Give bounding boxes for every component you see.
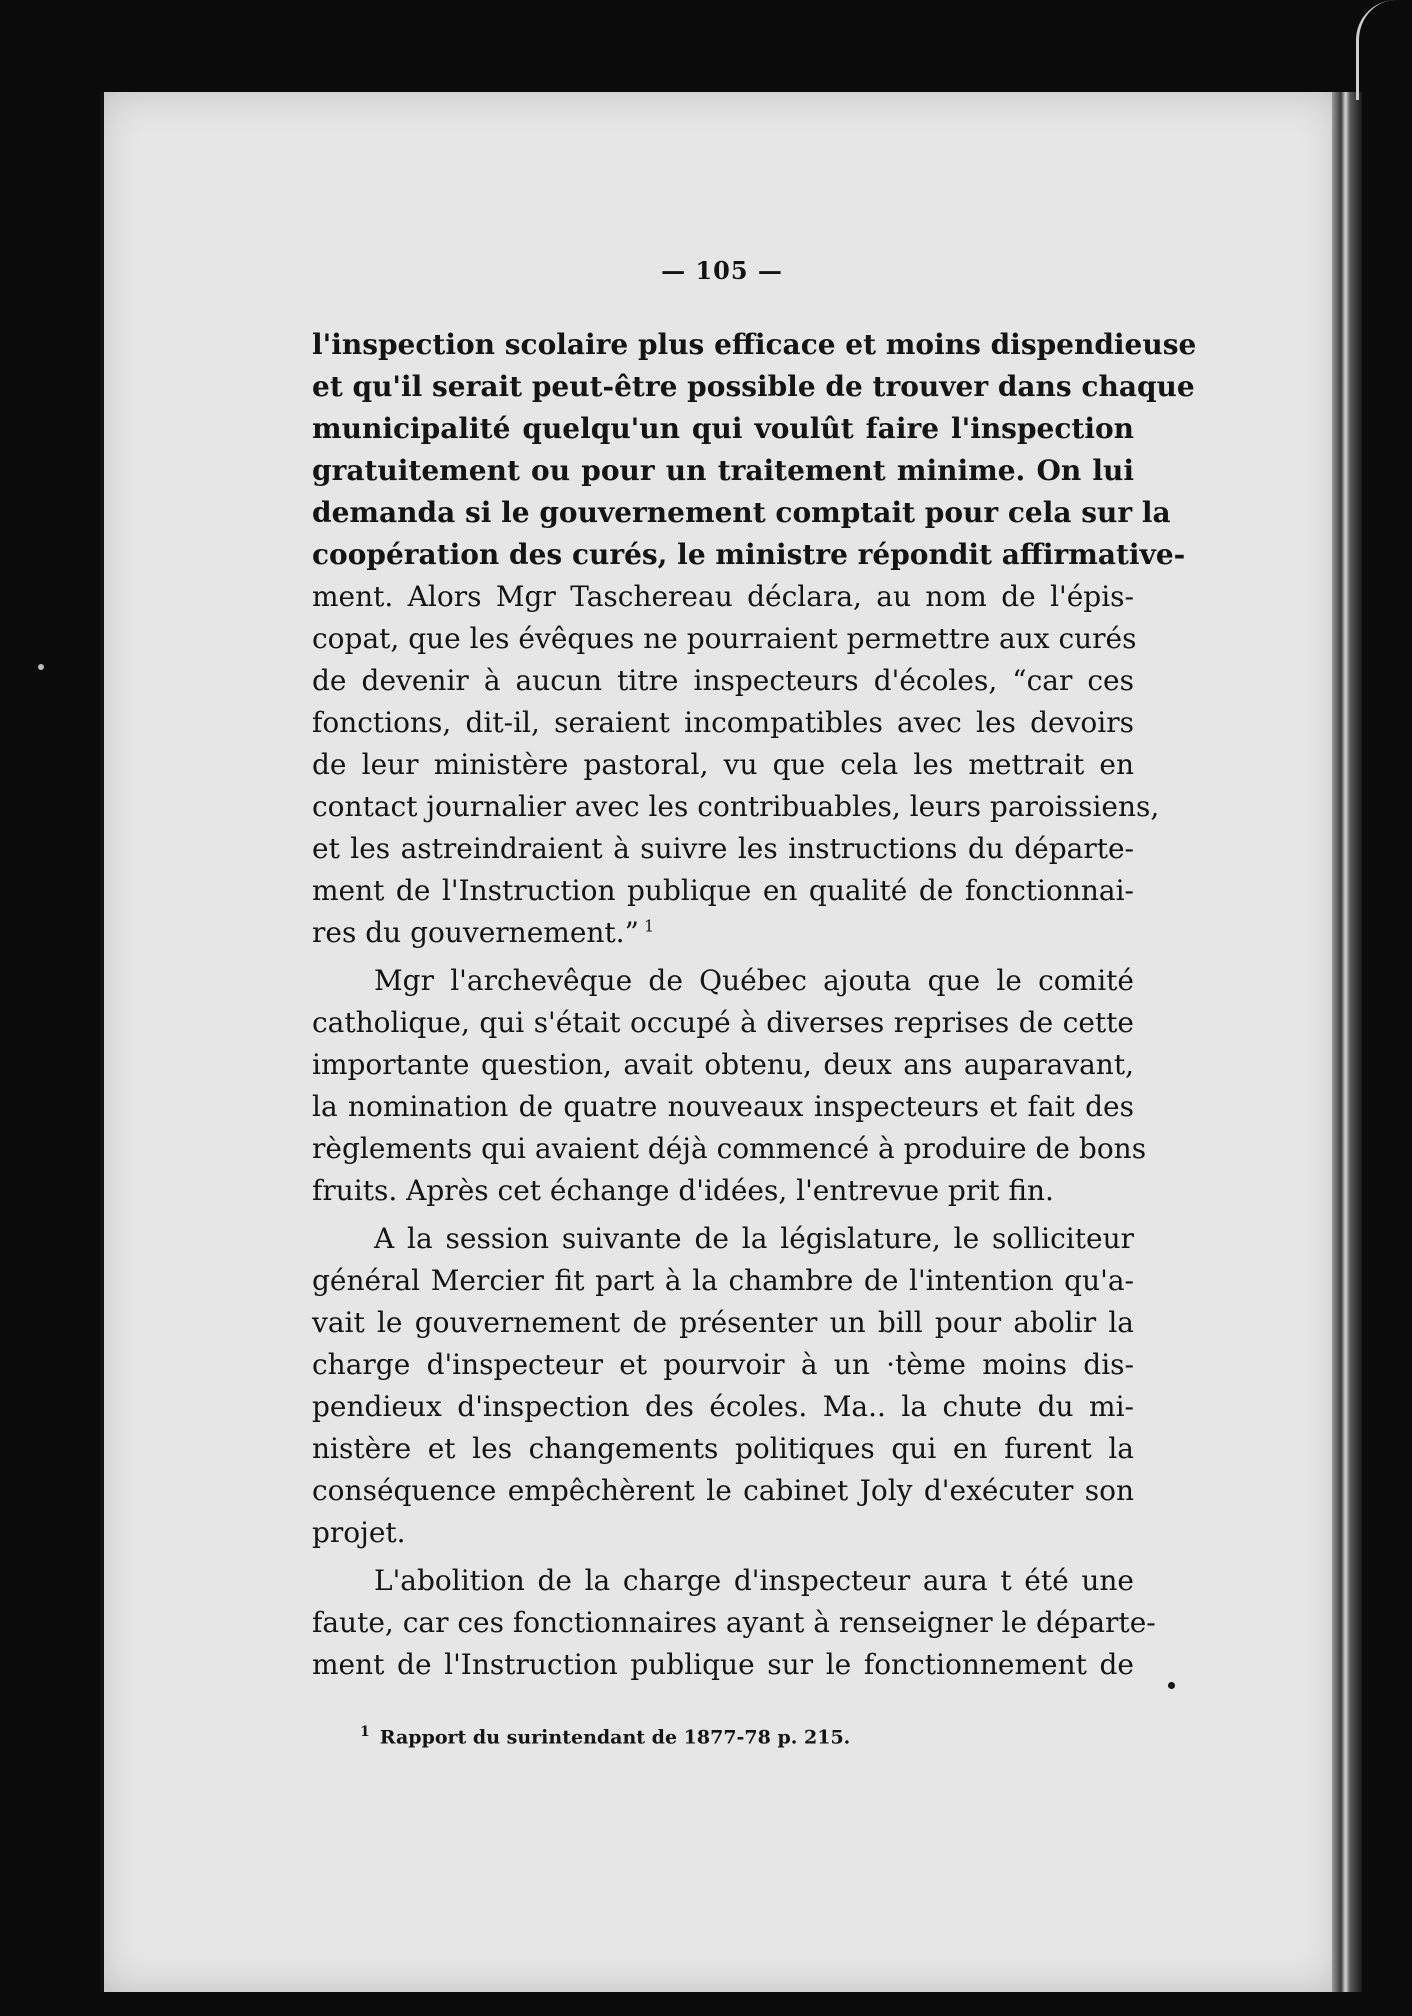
- text-line: [312, 408, 1134, 450]
- line-text: de leur ministère pastoral, vu que cela les mettrait en: [312, 748, 1134, 781]
- text-line: [312, 366, 1195, 408]
- line-text: l'inspection scolaire plus efficace et moins dispendieuse: [312, 328, 1197, 361]
- line-text: L'abolition de la charge d'inspecteur aura t été une: [374, 1564, 1134, 1597]
- line-text: importante question, avait obtenu, deux ans auparavant,: [312, 1048, 1134, 1081]
- page-number: — 105 —: [661, 256, 783, 285]
- line-text: de devenir à aucun titre inspecteurs d'écoles, “car ces: [312, 664, 1134, 697]
- text-line: [312, 1644, 1134, 1686]
- line-text: faute, car ces fonctionnaires ayant à renseigner le départe-: [312, 1606, 1156, 1639]
- line-text: A la session suivante de la législature, le solliciteur: [374, 1222, 1134, 1255]
- text-line: [312, 1170, 1134, 1212]
- line-text: ment de l'Instruction publique en qualité de fonctionnai-: [312, 874, 1134, 907]
- line-text: gratuitement ou pour un traitement minime. On lui: [312, 454, 1134, 487]
- text-line: [312, 702, 1134, 744]
- line-text: pendieux d'inspection des écoles. Ma.. la chute du mi-: [312, 1390, 1134, 1423]
- text-line: [312, 1560, 1134, 1602]
- text-line: [312, 618, 1137, 660]
- line-text: et qu'il serait peut-être possible de trouver dans chaque: [312, 370, 1195, 403]
- line-text: fruits. Après cet échange d'idées, l'entrevue prit fin.: [312, 1174, 1054, 1207]
- line-text: Mgr l'archevêque de Québec ajouta que le comité: [374, 964, 1134, 997]
- line-text: nistère et les changements politiques qui en furent la: [312, 1432, 1134, 1465]
- text-line: [312, 1044, 1134, 1086]
- line-text: général Mercier fit part à la chambre de l'intention qu'a-: [312, 1264, 1134, 1297]
- text-line: [312, 828, 1134, 870]
- text-line: [312, 324, 1197, 366]
- text-line: [312, 1428, 1134, 1470]
- footnote-reference: 1: [638, 916, 655, 936]
- text-line: [312, 1128, 1147, 1170]
- text-line: [312, 1602, 1156, 1644]
- text-line: [312, 870, 1134, 912]
- text-line: [312, 492, 1171, 534]
- text-line: [312, 534, 1186, 576]
- line-text: la nomination de quatre nouveaux inspecteurs et fait des: [312, 1090, 1134, 1123]
- text-line: [312, 786, 1160, 828]
- text-line: [312, 1260, 1134, 1302]
- line-text: ment. Alors Mgr Taschereau déclara, au nom de l'épis-: [312, 580, 1134, 613]
- line-text: catholique, qui s'était occupé à diverses reprises de cette: [312, 1006, 1134, 1039]
- text-line: [312, 576, 1134, 618]
- line-text: municipalité quelqu'un qui voulût faire l'inspection: [312, 412, 1134, 445]
- line-text: contact journalier avec les contribuables, leurs paroissiens,: [312, 790, 1160, 823]
- text-line: [312, 1470, 1134, 1512]
- text-line: [312, 744, 1134, 786]
- text-line: [312, 1002, 1134, 1044]
- line-text: res du gouvernement.”: [312, 916, 639, 949]
- line-text: conséquence empêchèrent le cabinet Joly d'exécuter son: [312, 1474, 1134, 1507]
- text-line: [312, 1512, 1134, 1554]
- line-text: et les astreindraient à suivre les instructions du départe-: [312, 832, 1134, 865]
- footnote-text: Rapport du surintendant de 1877-78 p. 215.: [379, 1726, 851, 1749]
- line-text: copat, que les évêques ne pourraient permettre aux curés: [312, 622, 1137, 655]
- line-text: demanda si le gouvernement comptait pour cela sur la: [312, 496, 1171, 529]
- binding-edge: [100, 92, 104, 1992]
- body-text: [312, 324, 1197, 1686]
- text-line: [312, 1218, 1134, 1260]
- text-line: [312, 1386, 1134, 1428]
- footnote: [360, 1718, 1120, 1751]
- text-line: [312, 1344, 1134, 1386]
- line-text: règlements qui avaient déjà commencé à produire de bons: [312, 1132, 1147, 1165]
- line-text: projet.: [312, 1516, 406, 1549]
- speck: [38, 664, 44, 670]
- text-line: [312, 912, 1134, 954]
- line-text: fonctions, dit-il, seraient incompatibles avec les devoirs: [312, 706, 1134, 739]
- line-text: coopération des curés, le ministre répondit affirmative-: [312, 538, 1186, 571]
- text-line: [312, 1086, 1134, 1128]
- page-edge: [1332, 92, 1362, 1992]
- text-line: [312, 450, 1134, 492]
- speck: [1168, 1682, 1175, 1689]
- text-line: [312, 960, 1134, 1002]
- text-line: [312, 660, 1134, 702]
- page-curl: [1356, 0, 1399, 100]
- text-line: [312, 1302, 1134, 1344]
- line-text: charge d'inspecteur et pourvoir à un ·tème moins dis-: [312, 1348, 1134, 1381]
- line-text: ment de l'Instruction publique sur le fonctionnement de: [312, 1648, 1134, 1681]
- line-text: vait le gouvernement de présenter un bill pour abolir la: [312, 1306, 1134, 1339]
- footnote-marker: 1: [360, 1724, 370, 1740]
